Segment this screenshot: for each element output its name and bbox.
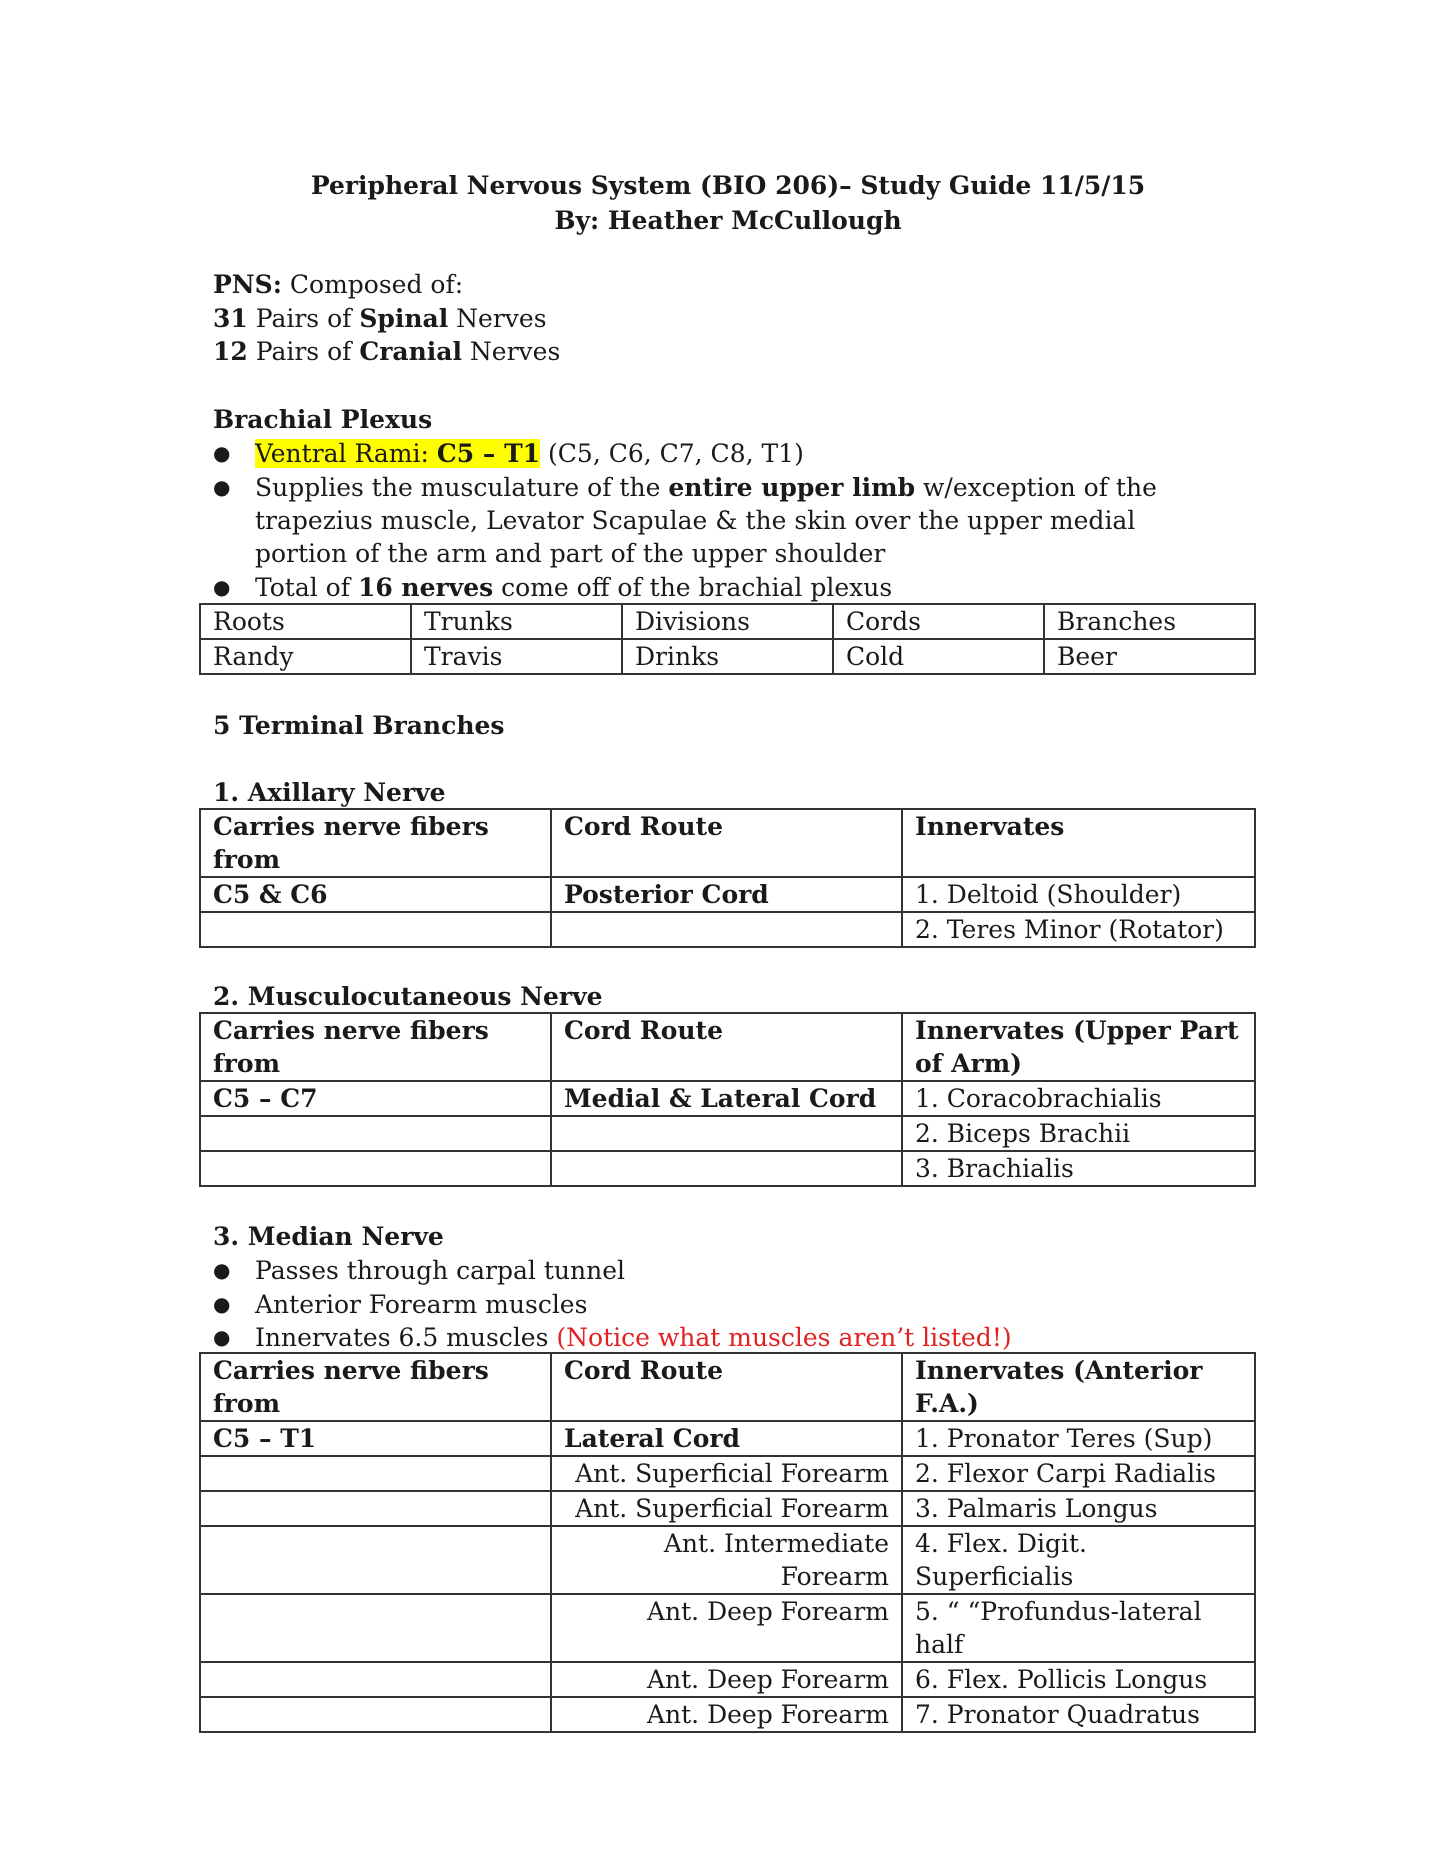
table-cell: C5 & C6: [200, 877, 551, 912]
document-title: Peripheral Nervous System (BIO 206)– Study Guide 11/5/15: [310, 171, 1146, 200]
median-bullet-3: [213, 1321, 1233, 1354]
table-header-cell: Cord Route: [551, 1013, 902, 1081]
table-cell: [551, 1151, 902, 1186]
axillary-heading: 1. Axillary Nerve: [213, 778, 446, 807]
table-cell: Cold: [833, 639, 1044, 674]
table-cell: Divisions: [622, 604, 833, 639]
table-row: [200, 1151, 1255, 1186]
table-cell: [551, 1116, 902, 1151]
table-header-row: [200, 809, 1255, 877]
table-row: [200, 877, 1255, 912]
table-header-cell: Cord Route: [551, 1353, 902, 1421]
bullet-text: Total of: [255, 573, 358, 602]
table-cell: 2. Biceps Brachii: [902, 1116, 1255, 1151]
table-cell: [200, 1526, 551, 1594]
table-row: [200, 1421, 1255, 1456]
axillary-body: [200, 809, 1255, 947]
median-bullet-2: [213, 1288, 1233, 1321]
spinal-bold: Spinal: [359, 304, 449, 333]
table-cell: Ant. Intermediate Forearm: [551, 1526, 902, 1594]
table-cell: Ant. Deep Forearm: [551, 1697, 902, 1732]
table-cell: 1. Deltoid (Shoulder): [902, 877, 1255, 912]
median-bullet-1: [213, 1254, 1233, 1287]
spinal-count: 31: [213, 304, 248, 333]
bullet-icon: ●: [213, 1325, 231, 1349]
table-row: [200, 1662, 1255, 1697]
table-row: [200, 604, 1255, 639]
bullet-text: Passes through carpal tunnel: [255, 1256, 625, 1285]
table-header-cell: Innervates: [902, 809, 1255, 877]
table-cell: 4. Flex. Digit. Superficialis: [902, 1526, 1255, 1594]
brachial-heading: Brachial Plexus: [213, 405, 433, 434]
document-author: By: Heather McCullough: [554, 206, 902, 235]
table-header-row: [200, 1353, 1255, 1421]
table-row: [200, 1491, 1255, 1526]
median-body: [200, 1353, 1255, 1732]
pns-text: Composed of:: [281, 270, 464, 299]
red-note: (Notice what muscles aren’t listed!): [556, 1323, 1012, 1352]
bullet-text: come off of the brachial plexus: [493, 573, 893, 602]
table-cell: Travis: [411, 639, 622, 674]
table-cell: 3. Brachialis: [902, 1151, 1255, 1186]
table-row: [200, 912, 1255, 947]
table-row: [200, 1526, 1255, 1594]
table-cell: 3. Palmaris Longus: [902, 1491, 1255, 1526]
table-header-cell: Carries nerve fibers from: [200, 809, 551, 877]
cranial-bold: Cranial: [359, 337, 462, 366]
table-header-row: [200, 1013, 1255, 1081]
mnemonic-table: [199, 603, 1256, 675]
table-cell: Posterior Cord: [551, 877, 902, 912]
terminal-branches-heading: 5 Terminal Branches: [213, 711, 505, 740]
musculocutaneous-heading: 2. Musculocutaneous Nerve: [213, 982, 603, 1011]
table-row: [200, 1594, 1255, 1662]
table-cell: Randy: [200, 639, 411, 674]
axillary-table: [199, 808, 1256, 948]
brachial-bullet-2: [213, 471, 1233, 570]
bullet-icon: ●: [213, 475, 231, 499]
table-cell: Ant. Deep Forearm: [551, 1662, 902, 1697]
table-cell: Ant. Deep Forearm: [551, 1594, 902, 1662]
mnemonic-body: [200, 604, 1255, 674]
table-cell: Branches: [1044, 604, 1255, 639]
median-heading: 3. Median Nerve: [213, 1222, 444, 1251]
bullet-text: Innervates 6.5 muscles: [255, 1323, 557, 1352]
ventral-rami-label: Ventral Rami:: [255, 439, 437, 468]
bullet-bold: 16 nerves: [357, 573, 494, 602]
brachial-bullet-1: [213, 437, 1233, 470]
table-row: [200, 1116, 1255, 1151]
table-cell: Ant. Superficial Forearm: [551, 1456, 902, 1491]
table-cell: [200, 1697, 551, 1732]
cranial-post: Nerves: [461, 337, 561, 366]
table-cell: [200, 1491, 551, 1526]
bullet-icon: ●: [213, 441, 231, 465]
table-cell: C5 – C7: [200, 1081, 551, 1116]
table-cell: [200, 1594, 551, 1662]
table-cell: [200, 1151, 551, 1186]
table-cell: 2. Teres Minor (Rotator): [902, 912, 1255, 947]
spinal-post: Nerves: [448, 304, 547, 333]
musculocutaneous-body: [200, 1013, 1255, 1186]
ventral-rami-range: C5 – T1: [436, 439, 541, 468]
bullet-bold: entire upper limb: [668, 473, 916, 502]
table-cell: Lateral Cord: [551, 1421, 902, 1456]
pns-label: PNS:: [213, 270, 282, 299]
table-cell: 5. “ “Profundus-lateral half: [902, 1594, 1255, 1662]
table-header-cell: Cord Route: [551, 809, 902, 877]
table-row: [200, 1697, 1255, 1732]
bullet-icon: ●: [213, 1292, 231, 1316]
table-cell: Ant. Superficial Forearm: [551, 1491, 902, 1526]
table-cell: 6. Flex. Pollicis Longus: [902, 1662, 1255, 1697]
table-cell: [200, 1116, 551, 1151]
table-cell: 1. Coracobrachialis: [902, 1081, 1255, 1116]
table-cell: [200, 1662, 551, 1697]
table-cell: Drinks: [622, 639, 833, 674]
spinal-pre: Pairs of: [247, 304, 360, 333]
bullet-text: w/exception of the trapezius muscle, Levator Scapulae & the skin over the upper medial portion of the arm and part of the upper shoulder: [255, 473, 1157, 568]
table-cell: [200, 1456, 551, 1491]
brachial-bullet-3: [213, 571, 1233, 604]
table-header-cell: Carries nerve fibers from: [200, 1353, 551, 1421]
spinal-nerves-line: [213, 302, 547, 335]
highlight: [255, 439, 540, 468]
table-row: [200, 1081, 1255, 1116]
cranial-pre: Pairs of: [247, 337, 360, 366]
table-header-cell: Innervates (Upper Part of Arm): [902, 1013, 1255, 1081]
table-row: [200, 1456, 1255, 1491]
cranial-nerves-line: [213, 335, 560, 368]
ventral-rami-list: (C5, C6, C7, C8, T1): [540, 439, 804, 468]
table-cell: 1. Pronator Teres (Sup): [902, 1421, 1255, 1456]
bullet-text: Supplies the musculature of the: [255, 473, 669, 502]
table-cell: Trunks: [411, 604, 622, 639]
table-cell: Medial & Lateral Cord: [551, 1081, 902, 1116]
bullet-icon: ●: [213, 575, 231, 599]
table-header-cell: Carries nerve fibers from: [200, 1013, 551, 1081]
table-cell: C5 – T1: [200, 1421, 551, 1456]
musculocutaneous-table: [199, 1012, 1256, 1187]
table-cell: [200, 912, 551, 947]
table-cell: 2. Flexor Carpi Radialis: [902, 1456, 1255, 1491]
table-row: [200, 639, 1255, 674]
table-cell: Cords: [833, 604, 1044, 639]
bullet-text: Anterior Forearm muscles: [255, 1290, 588, 1319]
table-cell: 7. Pronator Quadratus: [902, 1697, 1255, 1732]
table-cell: [551, 912, 902, 947]
pns-line: [213, 268, 463, 301]
median-table: [199, 1352, 1256, 1733]
bullet-icon: ●: [213, 1258, 231, 1282]
table-cell: Beer: [1044, 639, 1255, 674]
table-header-cell: Innervates (Anterior F.A.): [902, 1353, 1255, 1421]
cranial-count: 12: [213, 337, 248, 366]
table-cell: Roots: [200, 604, 411, 639]
